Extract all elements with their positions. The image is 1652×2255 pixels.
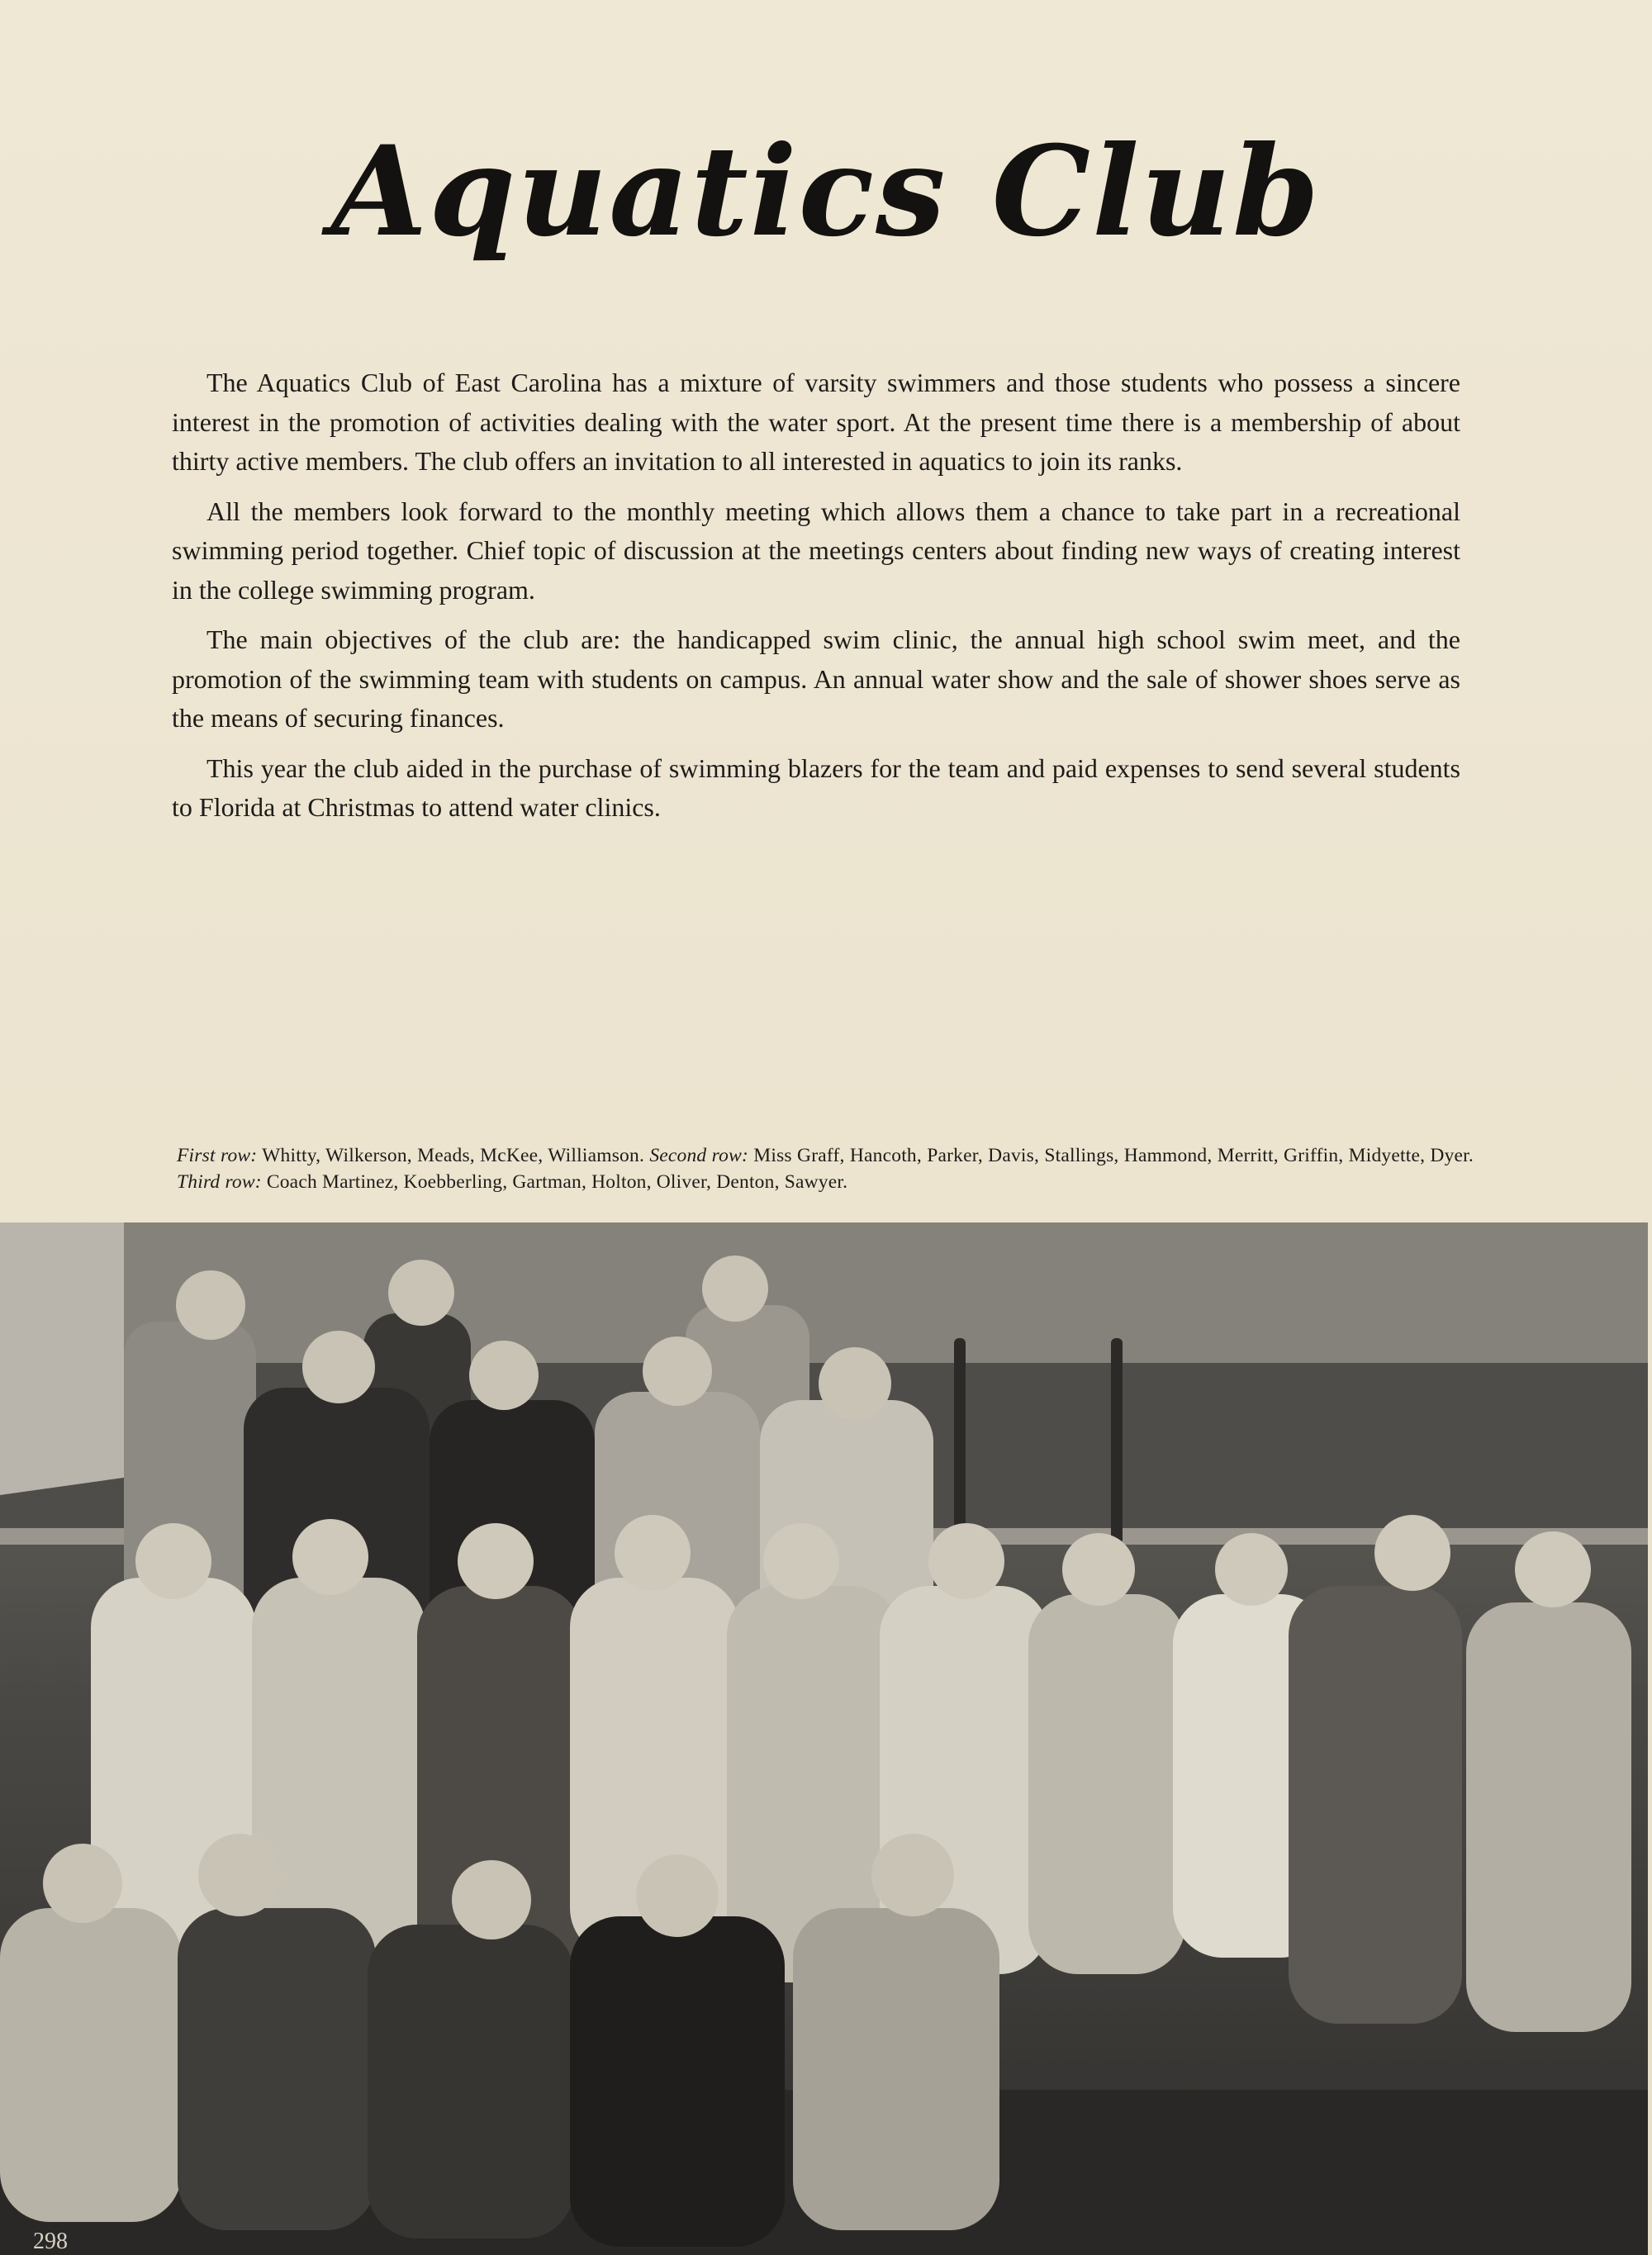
caption-third-row-label: Third row: xyxy=(177,1171,262,1193)
paragraph-1: The Aquatics Club of East Carolina has a mixture of varsity swimmers and those students who possess a sincere interest in the promotion of activities dealing with the water sport. At the present time there is a membership of about thirty active members. The club offers an invitation to all interested in aquatics to join its ranks. xyxy=(172,368,1460,476)
caption-first-row-names: Whitty, Wilkerson, Meads, McKee, Williamson. xyxy=(262,1145,645,1166)
caption-second-row-label: Second row: xyxy=(649,1145,748,1166)
paragraph-3: The main objectives of the club are: the handicapped swim clinic, the annual high school swim meet, and the promotion of the swimming team with students on campus. An annual water show and the sale of shower shoes serve as the means of securing finances. xyxy=(172,624,1460,733)
paragraph-2: All the members look forward to the monthly meeting which allows them a chance to take part in a recreational swimming period together. Chief topic of discussion at the meetings centers about finding new ways of creating interest in the college swimming program. xyxy=(172,496,1460,605)
caption-third-row-names: Coach Martinez, Koebberling, Gartman, Holton, Oliver, Denton, Sawyer. xyxy=(266,1171,848,1193)
article-body xyxy=(172,363,1460,838)
caption-second-row-names: Miss Graff, Hancoth, Parker, Davis, Stallings, Hammond, Merritt, Griffin, Midyette, Dyer. xyxy=(753,1145,1474,1166)
photo-caption xyxy=(177,1142,1474,1195)
page-title: Aquatics Club xyxy=(330,119,1322,264)
group-photo xyxy=(0,1222,1648,2255)
ladder-rail xyxy=(954,1338,966,1545)
ladder-rail xyxy=(1111,1338,1123,1545)
paragraph-4: This year the club aided in the purchase of swimming blazers for the team and paid expenses to send several students to Florida at Christmas to attend water clinics. xyxy=(172,752,1460,822)
wall-sign xyxy=(0,1222,124,1495)
group-photo-illustration xyxy=(0,1222,1648,2255)
caption-first-row-label: First row: xyxy=(177,1145,258,1166)
page-number: 298 xyxy=(33,2229,68,2254)
